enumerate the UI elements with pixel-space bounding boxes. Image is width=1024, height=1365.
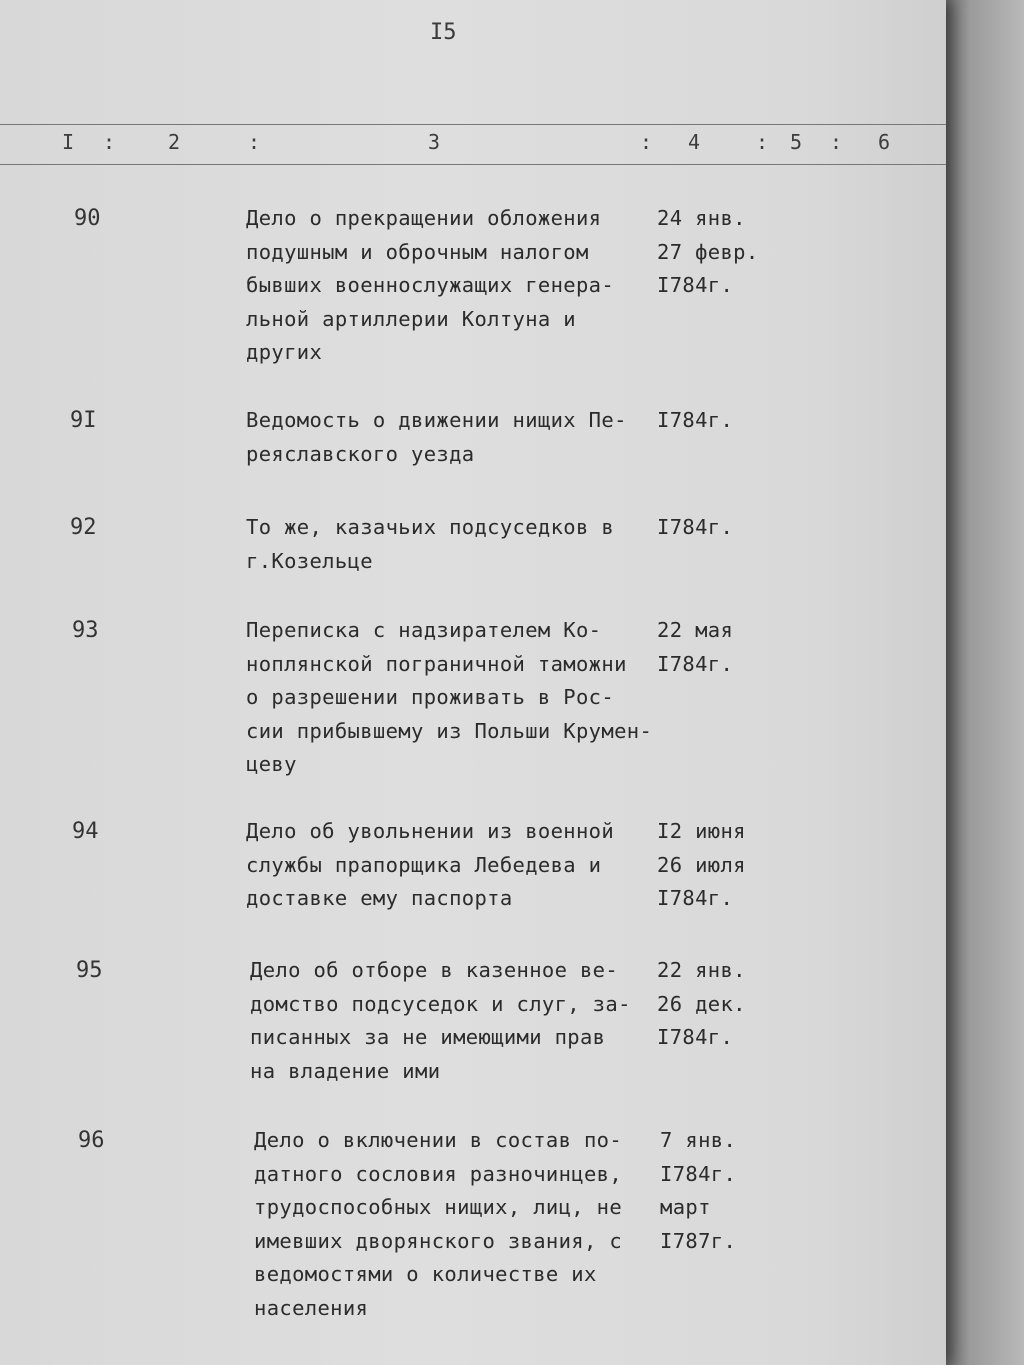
date-line: I787г. — [660, 1228, 737, 1253]
entry-number: 90 — [74, 206, 101, 231]
column-header-2: 2 — [168, 130, 181, 154]
entry-number: 95 — [76, 958, 103, 983]
date-line: 24 янв. — [657, 206, 746, 230]
entry-description — [246, 202, 614, 370]
entry-dates — [657, 954, 746, 1055]
entry-description — [250, 954, 631, 1088]
entry-description — [246, 511, 614, 578]
description-line: сии прибывшему из Польши Крумен- — [246, 718, 653, 743]
column-separator: : — [756, 130, 769, 154]
description-line: ноплянской пограничной таможни — [246, 651, 627, 676]
table-header-top-rule — [0, 124, 946, 125]
entry-dates — [657, 404, 733, 438]
date-line: I2 июня — [657, 819, 746, 843]
table-header-bottom-rule — [0, 164, 946, 165]
entry-number: 92 — [70, 515, 97, 540]
date-line: 26 июля — [657, 852, 746, 877]
description-line: на владение ими — [250, 1058, 441, 1083]
column-header-3: 3 — [428, 130, 441, 154]
column-separator: : — [248, 130, 261, 154]
description-line: подушным и оброчным налогом — [246, 239, 589, 264]
description-line: домство подсуседок и слуг, за- — [250, 991, 631, 1016]
description-line: льной артиллерии Колтуна и — [246, 306, 576, 331]
column-separator: : — [640, 130, 653, 154]
description-line: службы прапорщика Лебедева и — [246, 852, 602, 877]
column-header-4: 4 — [688, 130, 701, 154]
entry-description — [246, 815, 614, 916]
description-line: Дело об увольнении из военной — [246, 819, 615, 843]
date-line: 7 янв. — [660, 1128, 737, 1152]
date-line: I784г. — [660, 1161, 737, 1186]
date-line: 26 дек. — [657, 991, 746, 1016]
page-edge-shadow — [946, 0, 1024, 1365]
date-line: I784г. — [657, 651, 734, 676]
date-line: I784г. — [657, 886, 734, 911]
date-line: март — [660, 1195, 711, 1220]
description-line: ведомостями о количестве их — [254, 1262, 597, 1287]
date-line: 27 февр. — [657, 239, 759, 264]
column-separator: : — [103, 130, 116, 154]
description-line: датного сословия разночинцев, — [254, 1161, 623, 1186]
date-line: I784г. — [657, 1025, 734, 1050]
entry-number: 9I — [70, 408, 97, 433]
column-header-1: I — [62, 130, 75, 154]
date-line: I784г. — [657, 273, 734, 298]
description-line: трудоспособных нищих, лиц, не — [254, 1195, 623, 1220]
description-line: цеву — [246, 752, 297, 777]
description-line: доставке ему паспорта — [246, 886, 513, 911]
date-line: I784г. — [657, 408, 734, 432]
description-line: Ведомость о движении нищих Пе- — [246, 408, 627, 432]
entry-number: 96 — [78, 1128, 105, 1153]
description-line: г.Козельце — [246, 548, 373, 573]
description-line: имевших дворянского звания, с — [254, 1228, 623, 1253]
entry-dates — [657, 614, 733, 681]
description-line: Дело о включении в состав по- — [254, 1128, 623, 1152]
description-line: То же, казачьих подсуседков в — [246, 515, 615, 539]
entry-description — [254, 1124, 622, 1326]
entry-description — [246, 404, 627, 471]
description-line: реяславского уезда — [246, 441, 475, 466]
column-separator: : — [830, 130, 843, 154]
description-line: писанных за не имеющими прав — [250, 1025, 606, 1050]
description-line: Переписка с надзирателем Ко- — [246, 618, 602, 642]
description-line: Дело о прекращении обложения — [246, 206, 602, 230]
entry-number: 94 — [72, 819, 99, 844]
entry-dates — [657, 202, 759, 303]
date-line: 22 янв. — [657, 958, 746, 982]
date-line: I784г. — [657, 515, 734, 539]
description-line: населения — [254, 1295, 369, 1320]
page-number: I5 — [430, 20, 457, 45]
column-header-5: 5 — [790, 130, 803, 154]
entry-description — [246, 614, 652, 782]
entry-dates — [660, 1124, 736, 1258]
description-line: бывших военнослужащих генера- — [246, 273, 615, 298]
description-line: Дело об отборе в казенное ве- — [250, 958, 619, 982]
description-line: о разрешении проживать в Рос- — [246, 685, 615, 710]
date-line: 22 мая — [657, 618, 734, 642]
column-header-6: 6 — [878, 130, 891, 154]
description-line: других — [246, 340, 323, 365]
entry-dates — [657, 815, 746, 916]
entry-dates — [657, 511, 733, 545]
entry-number: 93 — [72, 618, 99, 643]
